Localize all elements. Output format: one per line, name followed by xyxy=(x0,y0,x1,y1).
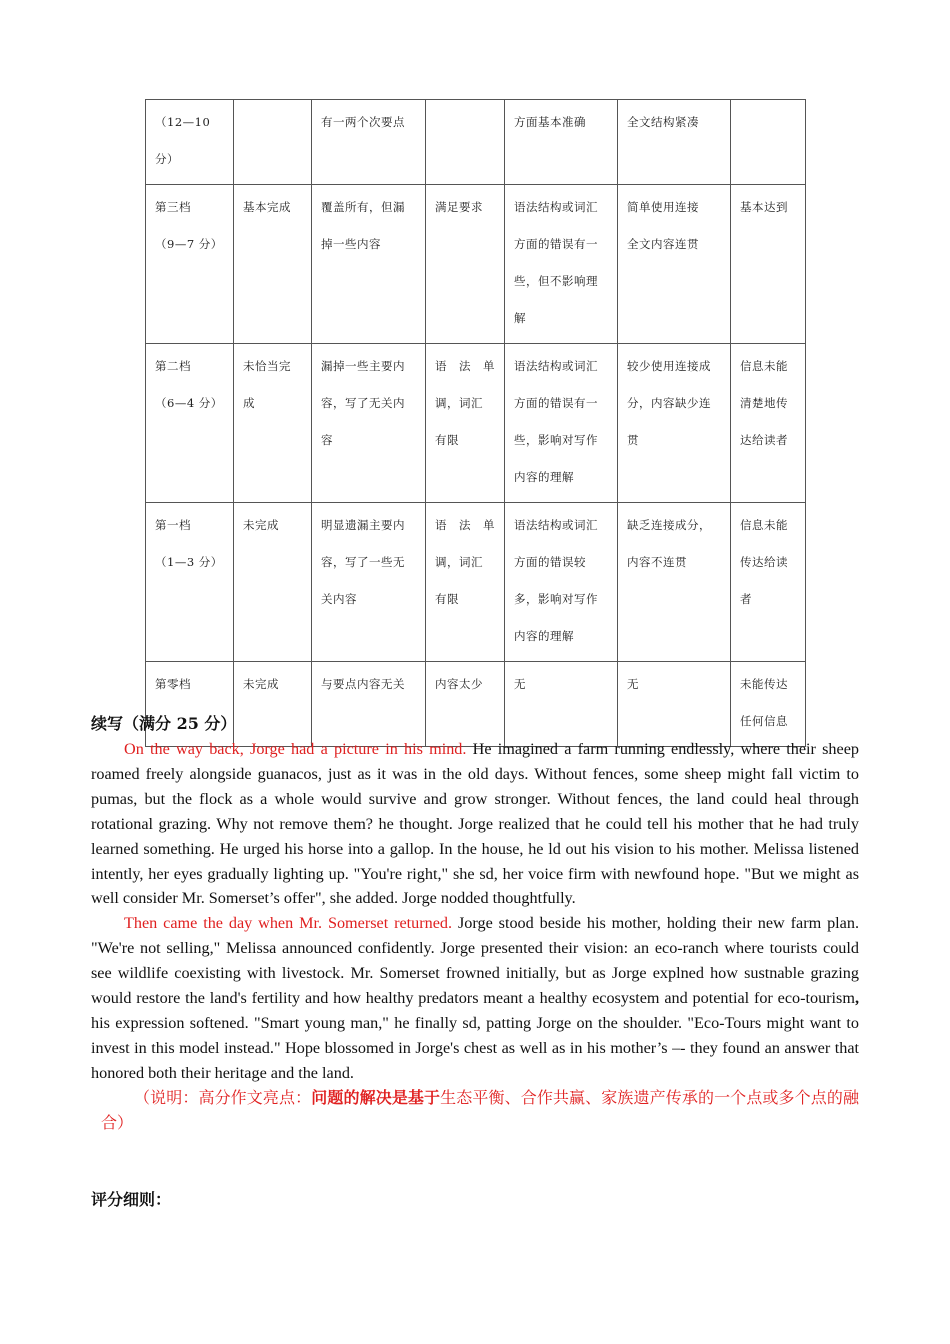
cell-line: 关内容 xyxy=(321,592,357,606)
cell-line: 较少使用连接成 xyxy=(627,359,711,373)
rubric-cell xyxy=(505,503,618,662)
paragraph-1-opening: On the way back, Jorge had a picture in his mind. xyxy=(124,740,467,758)
cell-line: 满足要求 xyxy=(435,200,483,214)
cell-line: 全文结构紧凑 xyxy=(627,115,699,129)
cell-line: 容，写了无关内 xyxy=(321,396,405,410)
cell-line: 无 xyxy=(514,677,526,691)
rubric-cell xyxy=(146,503,234,662)
cell-line: 方面的错误有一 xyxy=(514,237,598,251)
rubric-cell xyxy=(312,344,426,503)
cell-line: 基本达到 xyxy=(740,200,788,214)
cell-line: 未完成 xyxy=(243,677,279,691)
cell-line: 信息未能 xyxy=(740,359,788,373)
continuation-essay xyxy=(91,711,859,1136)
cell-line: 内容太少 xyxy=(435,677,483,691)
cell-line: 多，影响对写作 xyxy=(514,592,598,606)
cell-line: 有限 xyxy=(435,433,459,447)
cell-line: 覆盖所有，但漏 xyxy=(321,200,405,214)
paragraph-1-body: He imagined a farm running endlessly, where their sheep roamed freely alongside guanacos, just as it was in the old days. Without fences, some sheep might fall victim to pumas, but the flock as a whole would survive and grow stronger. Without fences, the land could heal through rotational grazing. Why not remove them? he thought. Jorge realized that he could tell his mother that he had truly learned something. He urged his horse into a gallop. In the house, he ld out his vision to his mother. Melissa listened intently, her eyes gradually lighting up. "You're right," she sd, her voice firm with newfound hope. "But we might as well consider Mr. Somerset’s offer", she added. Jorge nodded thoughtfully. xyxy=(91,740,859,908)
cell-line: 者 xyxy=(740,592,752,606)
cell-line: 明显遗漏主要内 xyxy=(321,518,405,532)
cell-line: 容，写了一些无 xyxy=(321,555,405,569)
cell-line: 调，词汇 xyxy=(435,555,483,569)
rubric-row xyxy=(146,100,806,185)
paragraph-2-opening: Then came the day when Mr. Somerset returned. xyxy=(124,914,453,933)
cell-line: 容 xyxy=(321,433,333,447)
essay-paragraph-1 xyxy=(91,737,859,911)
rubric-cell xyxy=(505,185,618,344)
rubric-cell xyxy=(618,185,731,344)
rubric-cell xyxy=(312,185,426,344)
rubric-cell xyxy=(505,344,618,503)
cell-line: 缺乏连接成分， xyxy=(627,518,711,532)
cell-line: 第零档 xyxy=(155,677,191,691)
rubric-row xyxy=(146,185,806,344)
rubric-row xyxy=(146,503,806,662)
cell-line: 语 法 单 xyxy=(435,359,495,373)
rubric-cell xyxy=(618,503,731,662)
rubric-body xyxy=(146,100,806,747)
cell-line: 未完成 xyxy=(243,518,279,532)
cell-line: 语 法 单 xyxy=(435,518,495,532)
rubric-cell xyxy=(731,503,806,662)
rubric-cell xyxy=(146,344,234,503)
cell-line: （6—4 分） xyxy=(155,396,223,410)
cell-line: 方面的错误有一 xyxy=(514,396,598,410)
cell-line: （1—3 分） xyxy=(155,555,223,569)
cell-line: 调，词汇 xyxy=(435,396,483,410)
rubric-cell xyxy=(234,344,312,503)
note-bold: 问题的解决是基于 xyxy=(311,1087,441,1107)
rubric-cell xyxy=(234,185,312,344)
cell-line: 内容不连贯 xyxy=(627,555,687,569)
cell-line: 第二档 xyxy=(155,359,191,373)
cell-line: 语法结构或词汇 xyxy=(514,518,598,532)
cell-line: 有限 xyxy=(435,592,459,606)
grading-note xyxy=(91,1086,859,1136)
rubric-cell xyxy=(426,100,505,185)
cell-line: 分，内容缺少连 xyxy=(627,396,711,410)
cell-line: 清楚地传 xyxy=(740,396,788,410)
cell-line: 全文内容连贯 xyxy=(627,237,699,251)
paragraph-2-body-a: Jorge stood beside his mother, holding their new farm plan. "We're not selling," Melissa announced confidently. Jorge presented their vision: an eco-ranch where tourists could see wildlife coexisting with livestock. Mr. Somerset frowned initially, but as Jorge explned how sustnable grazing would restore the land's fertility and how healthy predators meant a healthy ecosystem and potential for eco-tourism xyxy=(91,914,859,1008)
cell-line: 传达给读 xyxy=(740,555,788,569)
rubric-cell xyxy=(312,100,426,185)
rubric-cell xyxy=(505,100,618,185)
cell-line: 掉一些内容 xyxy=(321,237,381,251)
cell-line: 有一两个次要点 xyxy=(321,115,405,129)
cell-line: 方面的错误较 xyxy=(514,555,586,569)
rubric-cell xyxy=(234,100,312,185)
rubric-cell xyxy=(312,503,426,662)
paragraph-2-comma: , xyxy=(854,989,859,1008)
cell-line: 与要点内容无关 xyxy=(321,677,405,691)
rubric-cell xyxy=(426,185,505,344)
cell-line: 贯 xyxy=(627,433,639,447)
cell-line: 未能传达 xyxy=(740,677,788,691)
cell-line: 方面基本准确 xyxy=(514,115,586,129)
rubric-cell xyxy=(146,100,234,185)
rubric-table xyxy=(145,99,806,747)
cell-line: 些，但不影响理 xyxy=(514,274,598,288)
cell-line: 未恰当完 xyxy=(243,359,291,373)
essay-heading: 续写（满分 25 分） xyxy=(91,714,237,733)
cell-line: 无 xyxy=(627,677,639,691)
cell-line: 任何信息 xyxy=(740,714,788,728)
rubric-cell xyxy=(618,100,731,185)
rubric-cell xyxy=(426,503,505,662)
note-suffix: 生态平衡、合作共赢、家族遗产传承的一个点或多个点的融合） xyxy=(101,1087,859,1132)
cell-line: 信息未能 xyxy=(740,518,788,532)
cell-line: 解 xyxy=(514,311,526,325)
rubric-cell xyxy=(731,185,806,344)
cell-line: 达给读者 xyxy=(740,433,788,447)
rubric-cell xyxy=(618,344,731,503)
cell-line: 分） xyxy=(155,152,179,166)
cell-line: （12—10 xyxy=(155,115,211,129)
cell-line: 基本完成 xyxy=(243,200,291,214)
rubric-cell xyxy=(731,100,806,185)
cell-line: 成 xyxy=(243,396,255,410)
rubric-row xyxy=(146,344,806,503)
cell-line: 第三档 xyxy=(155,200,191,214)
rubric-cell xyxy=(426,344,505,503)
essay-paragraph-2 xyxy=(91,911,859,1085)
cell-line: （9—7 分） xyxy=(155,237,223,251)
cell-line: 简单使用连接 xyxy=(627,200,699,214)
rubric-cell xyxy=(731,344,806,503)
cell-line: 内容的理解 xyxy=(514,629,574,643)
cell-line: 语法结构或词汇 xyxy=(514,359,598,373)
cell-line: 语法结构或词汇 xyxy=(514,200,598,214)
paragraph-2-body-b: his expression softened. "Smart young man," he finally sd, patting Jorge on the shoulder. "Eco-Tours might want to invest in this model instead." Hope blossomed in Jorge's chest as well as in his mother’s –- they found an answer that honored both their heritage and the land. xyxy=(91,1013,859,1082)
cell-line: 漏掉一些主要内 xyxy=(321,359,405,373)
cell-line: 第一档 xyxy=(155,518,191,532)
rubric-cell xyxy=(146,185,234,344)
note-prefix: （说明：高分作文亮点： xyxy=(134,1087,312,1107)
cell-line: 内容的理解 xyxy=(514,470,574,484)
cell-line: 些，影响对写作 xyxy=(514,433,598,447)
scoring-details-heading: 评分细则： xyxy=(91,1190,172,1209)
rubric-cell xyxy=(234,503,312,662)
